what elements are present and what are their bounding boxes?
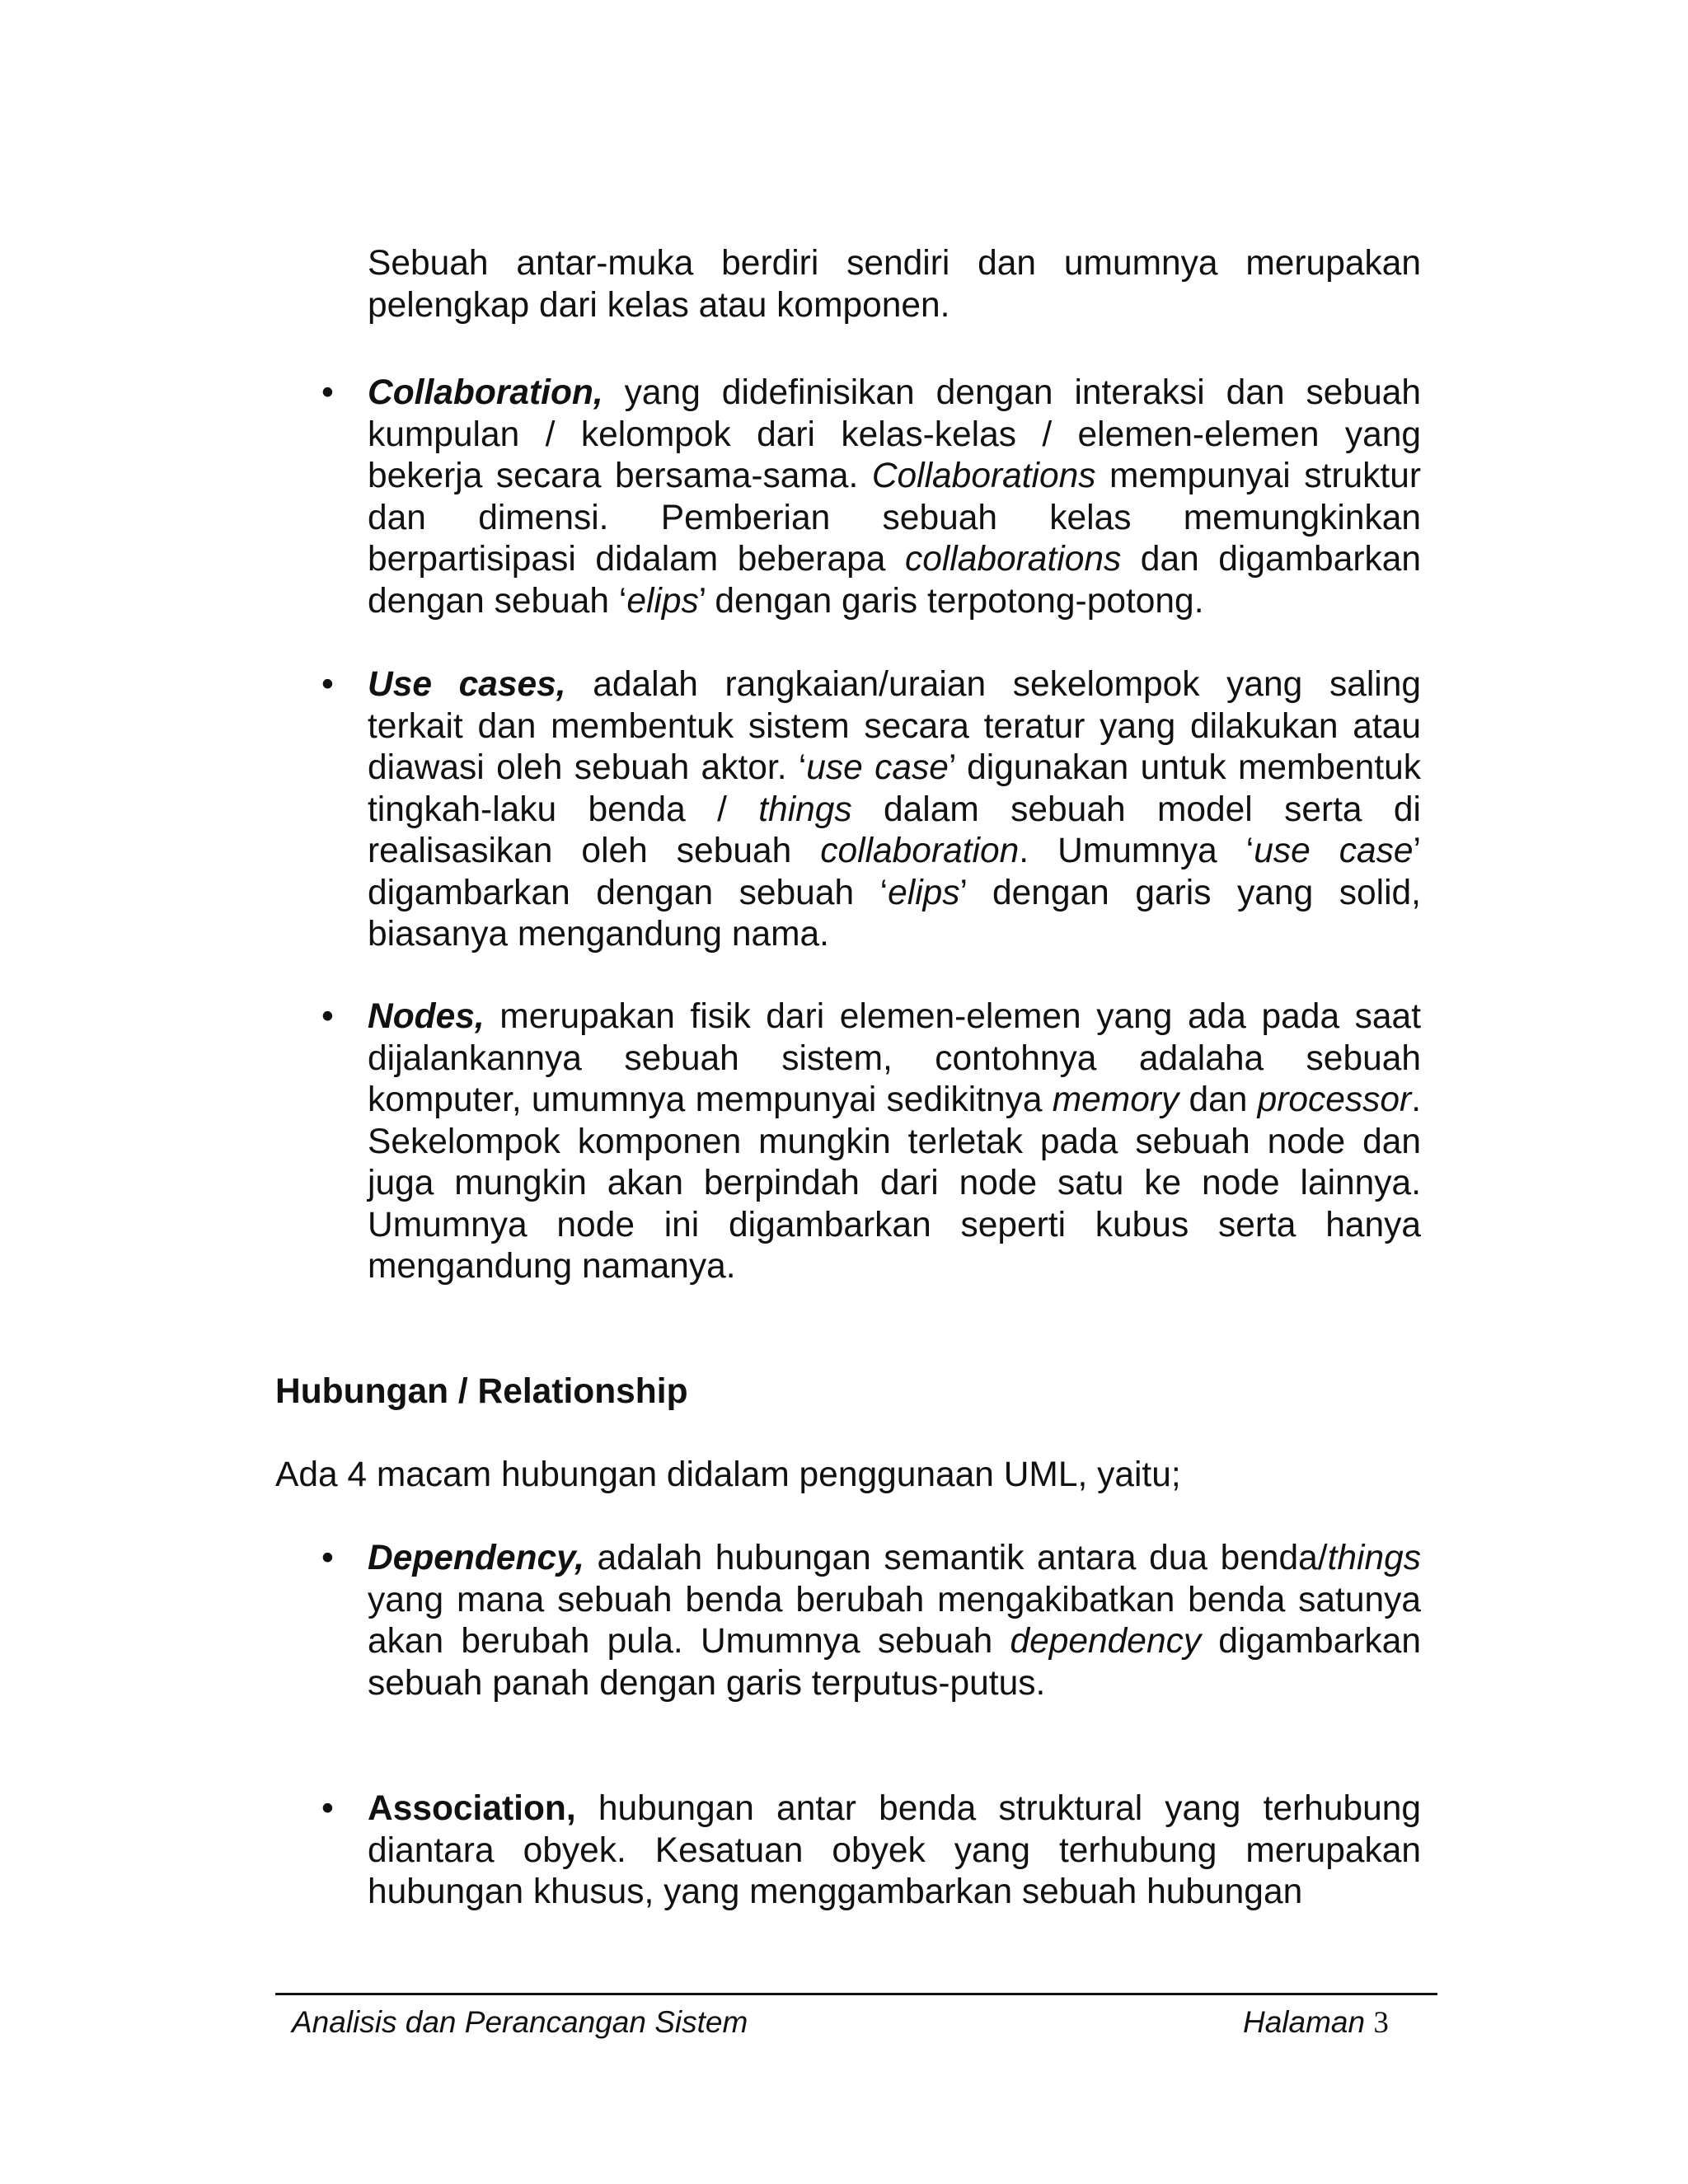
bullet-icon: •	[321, 373, 334, 412]
bullet-icon: •	[321, 665, 334, 704]
text-segment: hubungan antar benda struktural yang terhubung diantara obyek. Kesatuan obyek yang terhubung merupakan hubungan khusus, yang menggambarkan sebuah hubungan	[368, 1789, 1421, 1911]
term-association: Association,	[368, 1789, 576, 1828]
text-segment: adalah hubungan semantik antara dua benda/	[584, 1539, 1328, 1577]
footer-divider	[275, 1993, 1437, 1995]
section-heading: Hubungan / Relationship	[275, 1372, 688, 1411]
text-segment: mempunyai struktur dan dimensi. Pemberian sebuah kelas memungkinkan berpartisipasi didalam beberapa	[368, 457, 1421, 579]
term-dependency: Dependency,	[368, 1539, 584, 1577]
section-lead: Ada 4 macam hubungan didalam penggunaan UML, yaitu;	[275, 1455, 1181, 1494]
text-italic: collaboration	[820, 832, 1020, 870]
intro-paragraph	[368, 243, 1421, 326]
text-italic: collaborations	[904, 540, 1122, 579]
text-italic: things	[758, 790, 852, 829]
text-segment: . Sekelompok komponen mungkin terletak pada sebuah node dan juga mungkin akan berpindah dari node satu ke node lainnya. Umumnya node ini digambarkan seperti kubus serta hanya mengandung namanya.	[368, 1080, 1421, 1286]
text-segment: ’ digambarkan dengan sebuah ‘	[368, 832, 1421, 912]
text-segment: yang didefinisikan dengan interaksi dan sebuah kumpulan / kelompok dari kelas-kelas / elemen-elemen yang bekerja secara bersama-sama.	[368, 373, 1421, 495]
text-italic: processor	[1257, 1080, 1412, 1119]
footer-page-label	[1243, 2004, 1389, 2041]
bullet-icon: •	[321, 1789, 334, 1828]
text-italic: Collaborations	[871, 457, 1096, 495]
list-item-nodes	[368, 996, 1421, 1288]
text-italic: dependency	[1010, 1622, 1202, 1661]
text-italic: memory	[1052, 1080, 1179, 1119]
term-collaboration: Collaboration,	[368, 373, 603, 412]
footer-title: Analisis dan Perancangan Sistem	[292, 2005, 748, 2039]
list-item-dependency	[368, 1538, 1421, 1704]
text-segment: digambarkan sebuah panah dengan garis terputus-putus.	[368, 1622, 1422, 1703]
text-italic: elips	[626, 581, 699, 621]
list-item-collaboration	[368, 373, 1421, 622]
text-italic: elips	[888, 873, 960, 912]
text-segment: dan	[1179, 1080, 1258, 1119]
text-segment: . Umumnya ‘	[1019, 832, 1254, 870]
bullet-icon: •	[321, 1539, 334, 1577]
text-segment: merupakan fisik dari elemen-elemen yang ada pada saat dijalankannya sebuah sistem, contohnya adalaha sebuah komputer, umumnya mempunyai sedikitnya	[368, 997, 1421, 1119]
term-nodes: Nodes,	[368, 997, 485, 1036]
text-italic: use case	[806, 748, 949, 787]
text-segment: ’ dengan garis yang solid, biasanya mengandung nama.	[368, 873, 1421, 954]
page-number: 3	[1373, 2006, 1389, 2040]
intro-text: Sebuah antar-muka berdiri sendiri dan umumnya merupakan pelengkap dari kelas atau komponen.	[368, 244, 1421, 325]
text-segment: dan digambarkan dengan sebuah ‘	[368, 540, 1422, 621]
list-item-use-cases	[368, 664, 1421, 956]
term-use-cases: Use cases,	[368, 665, 566, 704]
text-segment: ’ digunakan untuk membentuk tingkah-laku benda /	[368, 748, 1422, 829]
text-italic: use case	[1254, 832, 1414, 870]
text-segment: adalah rangkaian/uraian sekelompok yang saling terkait dan membentuk sistem secara teratur yang dilakukan atau diawasi oleh sebuah aktor. ‘	[368, 665, 1421, 787]
text-segment: dalam sebuah model serta di realisasikan oleh sebuah	[368, 790, 1421, 870]
list-item-association	[368, 1788, 1421, 1914]
bullet-icon: •	[321, 997, 334, 1036]
page-label-text: Halaman	[1243, 2005, 1374, 2039]
text-segment: ’ dengan garis terpotong-potong.	[698, 581, 1204, 621]
text-segment: yang mana sebuah benda berubah mengakibatkan benda satunya akan berubah pula. Umumnya sebuah	[368, 1580, 1421, 1661]
text-italic: things	[1327, 1539, 1421, 1577]
